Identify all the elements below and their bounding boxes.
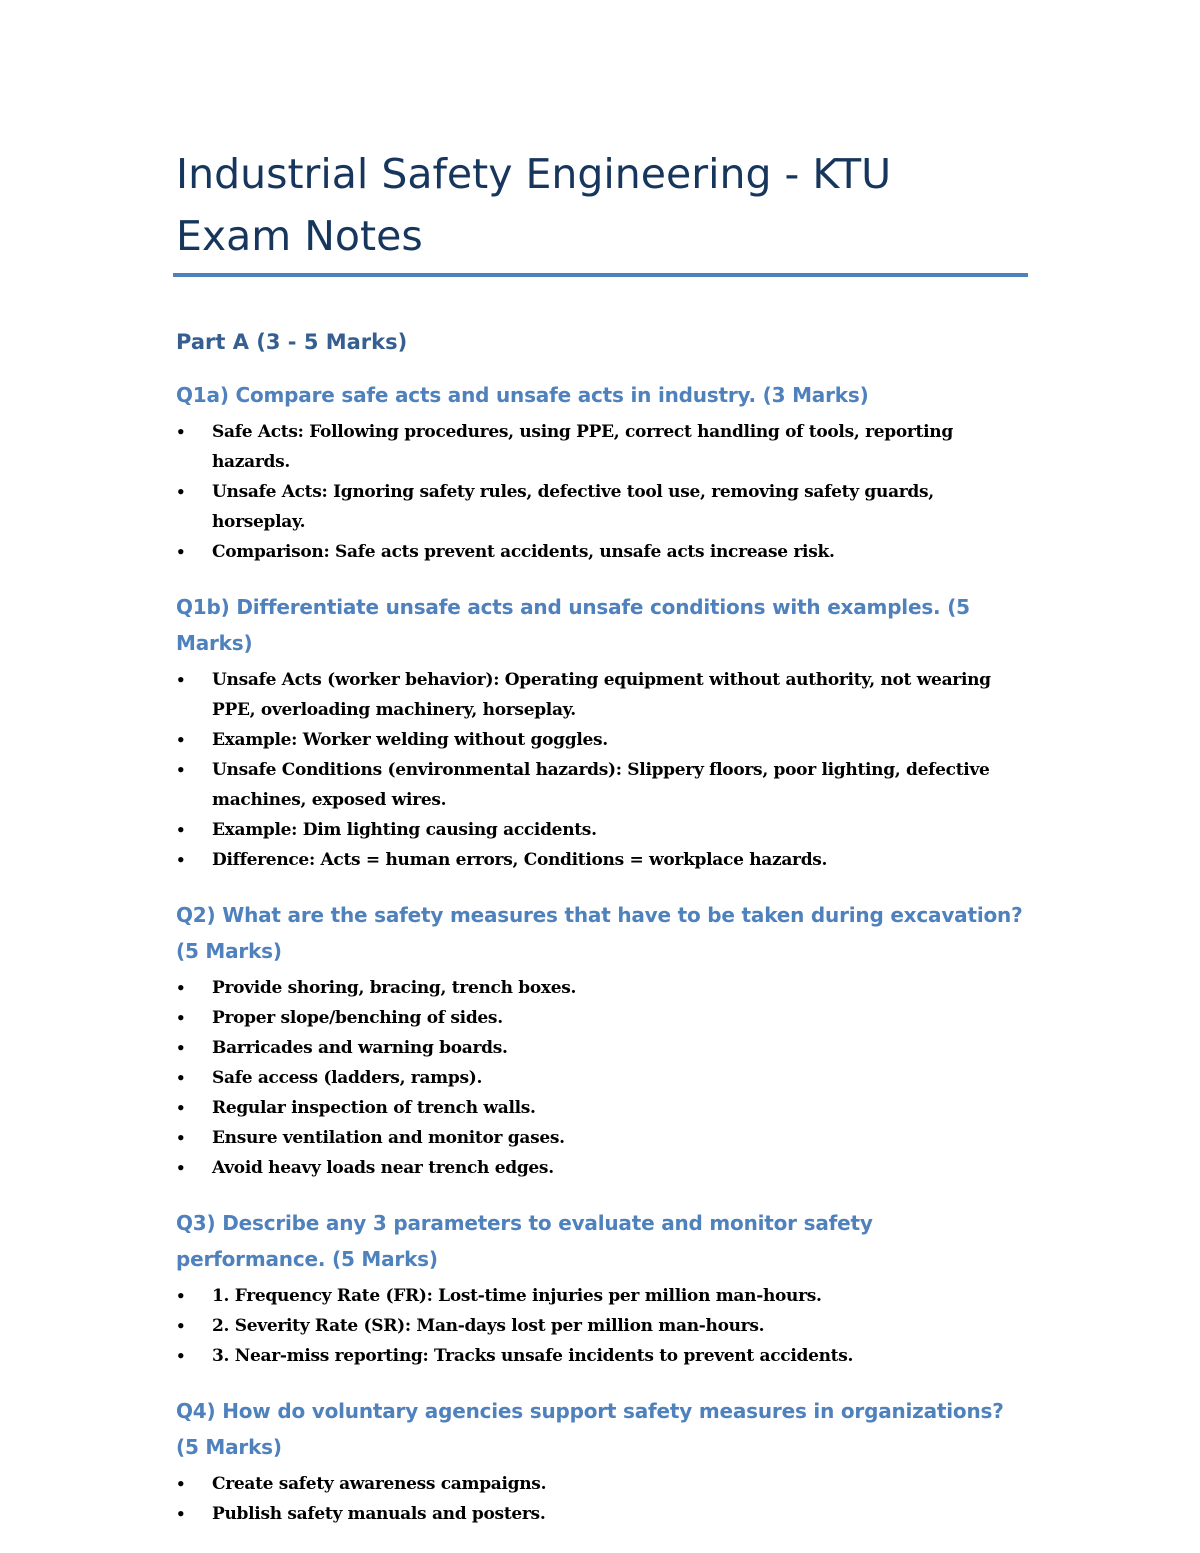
bullet-list-q4 bbox=[176, 1469, 1028, 1529]
bullet-icon: • bbox=[176, 761, 186, 779]
list-item: • Comparison: Safe acts prevent accidents, unsafe acts increase risk. bbox=[176, 537, 1028, 567]
list-item: • Regular inspection of trench walls. bbox=[176, 1093, 1028, 1123]
question-heading-q2: Q2) What are the safety measures that have to be taken during excavation? (5 Marks) bbox=[176, 903, 1023, 963]
list-item: • 2. Severity Rate (SR): Man-days lost per million man-hours. bbox=[176, 1311, 1028, 1341]
bullet-icon: • bbox=[176, 1099, 186, 1117]
list-item: • Proper slope/benching of sides. bbox=[176, 1003, 1028, 1033]
document-title-line-2: Exam Notes bbox=[176, 212, 423, 260]
list-item: • Safe access (ladders, ramps). bbox=[176, 1063, 1028, 1093]
list-item: • Example: Dim lighting causing accidents. bbox=[176, 815, 1028, 845]
question-heading-q4: Q4) How do voluntary agencies support safety measures in organizations? (5 Marks) bbox=[176, 1399, 1004, 1459]
bullet-icon: • bbox=[176, 543, 186, 561]
list-item: • Safe Acts: Following procedures, using PPE, correct handling of tools, reporting hazards. bbox=[176, 417, 1028, 477]
document-content bbox=[176, 143, 1028, 1551]
list-item: • Unsafe Conditions (environmental hazards): Slippery floors, poor lighting, defective machines, exposed wires. bbox=[176, 755, 1028, 815]
list-item: • Unsafe Acts (worker behavior): Operating equipment without authority, not wearing PPE, overloading machinery, horseplay. bbox=[176, 665, 1028, 725]
list-item: • Create safety awareness campaigns. bbox=[176, 1469, 1028, 1499]
document-title bbox=[176, 143, 1028, 273]
list-item: • Ensure ventilation and monitor gases. bbox=[176, 1123, 1028, 1153]
bullet-icon: • bbox=[176, 1129, 186, 1147]
bullet-icon: • bbox=[176, 1347, 186, 1365]
bullet-icon: • bbox=[176, 483, 186, 501]
question-heading-q1a: Q1a) Compare safe acts and unsafe acts in industry. (3 Marks) bbox=[176, 383, 869, 407]
bullet-list-q3 bbox=[176, 1281, 1028, 1371]
list-item: • Publish safety manuals and posters. bbox=[176, 1499, 1028, 1529]
bullet-icon: • bbox=[176, 979, 186, 997]
bullet-icon: • bbox=[176, 1069, 186, 1087]
bullet-icon: • bbox=[176, 1039, 186, 1057]
bullet-icon: • bbox=[176, 821, 186, 839]
question-heading-q3: Q3) Describe any 3 parameters to evaluate and monitor safety performance. (5 Marks) bbox=[176, 1211, 873, 1271]
bullet-icon: • bbox=[176, 1475, 186, 1493]
bullet-icon: • bbox=[176, 1505, 186, 1523]
list-item: • 1. Frequency Rate (FR): Lost-time injuries per million man-hours. bbox=[176, 1281, 1028, 1311]
bullet-icon: • bbox=[176, 1159, 186, 1177]
bullet-icon: • bbox=[176, 671, 186, 689]
list-item: • Barricades and warning boards. bbox=[176, 1033, 1028, 1063]
list-item: • Provide shoring, bracing, trench boxes. bbox=[176, 973, 1028, 1003]
list-item: • Unsafe Acts: Ignoring safety rules, defective tool use, removing safety guards, horseplay. bbox=[176, 477, 1028, 537]
document-title-line-1: Industrial Safety Engineering - KTU bbox=[176, 150, 892, 198]
list-item: • Avoid heavy loads near trench edges. bbox=[176, 1153, 1028, 1183]
bullet-icon: • bbox=[176, 731, 186, 749]
bullet-icon: • bbox=[176, 423, 186, 441]
part-heading: Part A (3 - 5 Marks) bbox=[176, 330, 408, 354]
bullet-list-q1a bbox=[176, 417, 1028, 567]
bullet-icon: • bbox=[176, 1009, 186, 1027]
bullet-icon: • bbox=[176, 1287, 186, 1305]
question-heading-q1b: Q1b) Differentiate unsafe acts and unsafe conditions with examples. (5 Marks) bbox=[176, 595, 970, 655]
list-item: • 3. Near-miss reporting: Tracks unsafe incidents to prevent accidents. bbox=[176, 1341, 1028, 1371]
title-underline bbox=[173, 273, 1028, 277]
bullet-icon: • bbox=[176, 851, 186, 869]
list-item: • Difference: Acts = human errors, Conditions = workplace hazards. bbox=[176, 845, 1028, 875]
list-item: • Example: Worker welding without goggles. bbox=[176, 725, 1028, 755]
bullet-list-q2 bbox=[176, 973, 1028, 1183]
bullet-icon: • bbox=[176, 1317, 186, 1335]
bullet-list-q1b bbox=[176, 665, 1028, 875]
